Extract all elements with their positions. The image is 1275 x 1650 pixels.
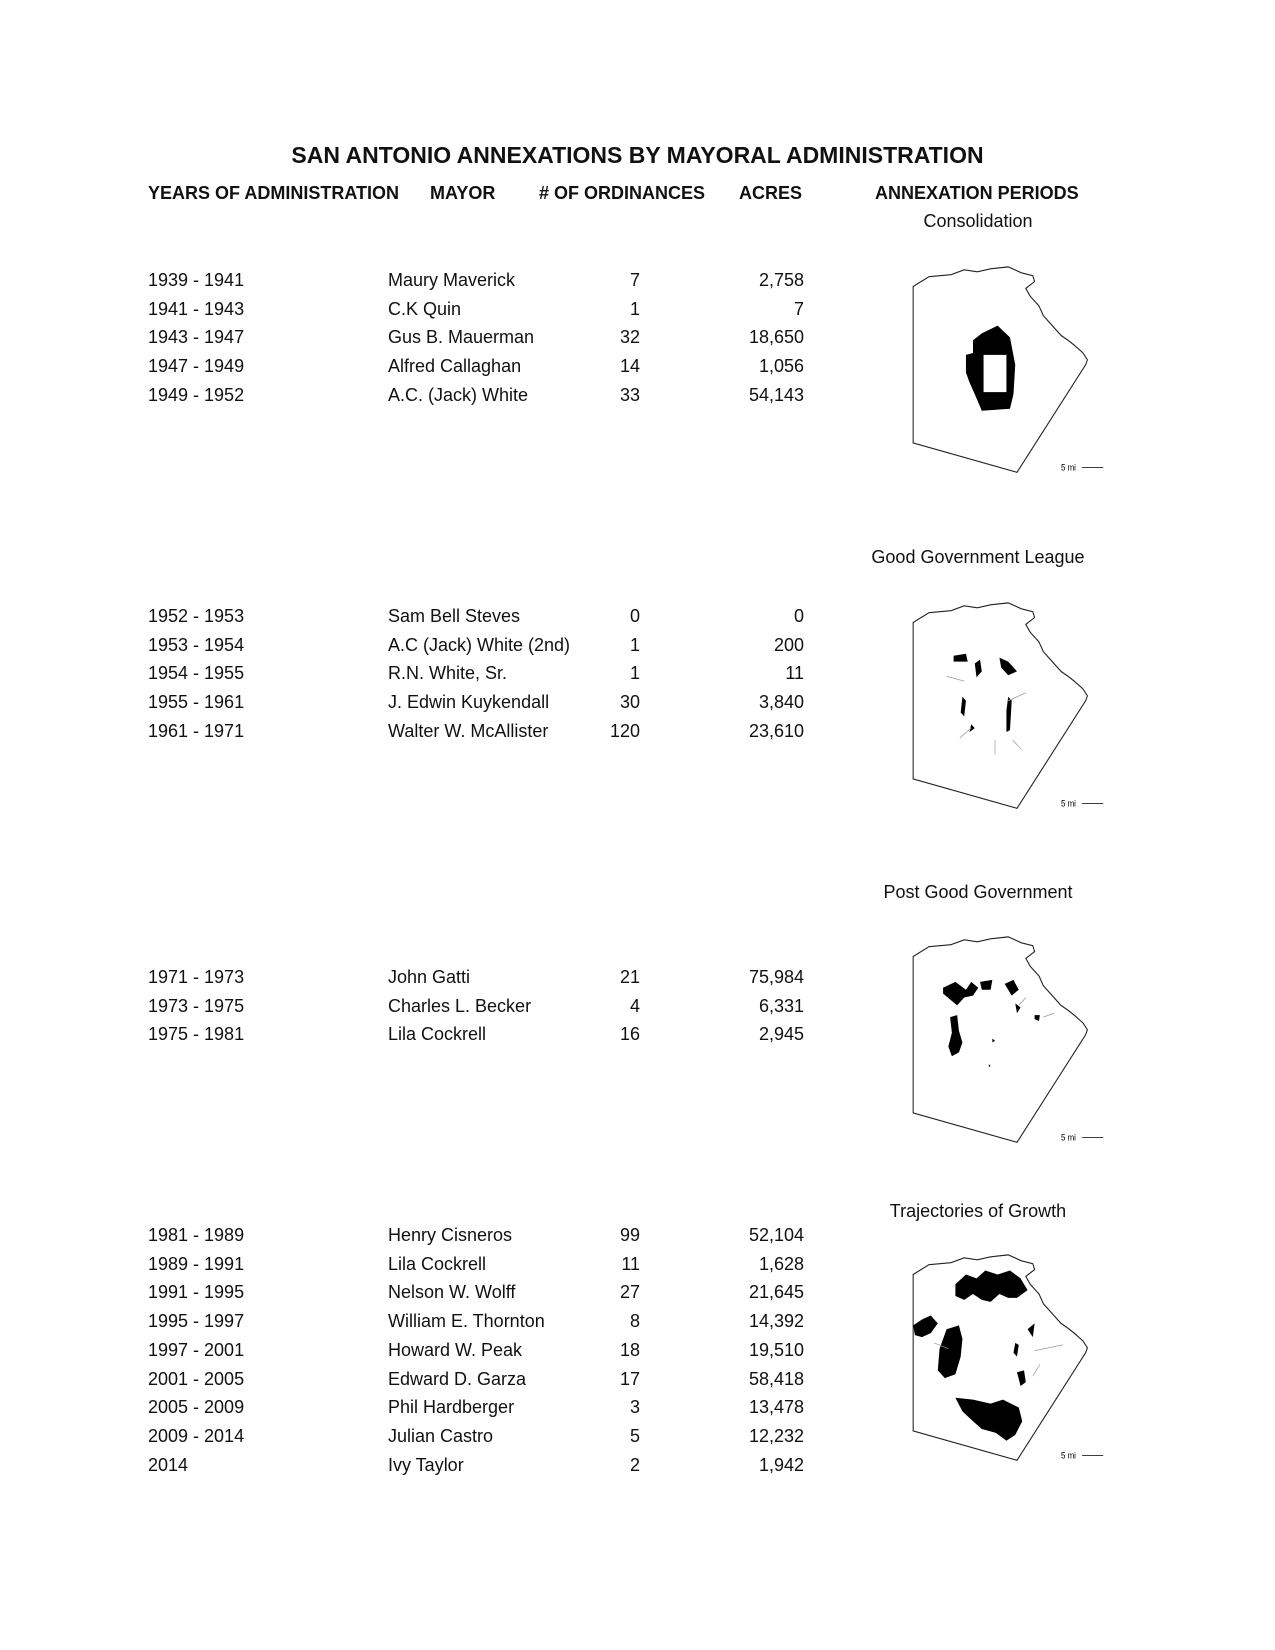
years-cell: 2005 - 2009 (148, 1397, 245, 1417)
county-outline-map (885, 262, 1105, 487)
acres-cell: 1,628 (758, 1254, 804, 1274)
acres-cell: 12,232 (748, 1426, 804, 1446)
acres-cell: 13,478 (748, 1397, 804, 1417)
acres-cell: 75,984 (748, 967, 804, 987)
ordinances-cell: 16 (619, 1024, 640, 1044)
period-label: Trajectories of Growth (889, 1201, 1067, 1221)
mayor-cell: Phil Hardberger (388, 1397, 515, 1417)
mayor-cell: Gus B. Mauerman (388, 327, 535, 347)
mayor-cell: Nelson W. Wolff (388, 1282, 516, 1302)
ordinances-cell: 1 (629, 635, 640, 655)
ordinances-cell: 27 (619, 1282, 640, 1302)
acres-cell: 2,758 (758, 270, 804, 290)
mayor-cell: Edward D. Garza (388, 1369, 527, 1389)
years-cell: 1971 - 1973 (148, 967, 245, 987)
header-acres: ACRES (739, 183, 803, 203)
ordinances-cell: 1 (629, 663, 640, 683)
acres-cell: 52,104 (748, 1225, 804, 1245)
acres-cell: 200 (773, 635, 804, 655)
mayor-cell: A.C. (Jack) White (388, 385, 529, 405)
scale-label: 5 mi (1061, 1131, 1076, 1143)
ordinances-cell: 14 (619, 356, 640, 376)
mayor-cell: C.K Quin (388, 299, 462, 319)
years-cell: 1953 - 1954 (148, 635, 245, 655)
county-outline-map (885, 598, 1105, 823)
period-label: Post Good Government (883, 882, 1073, 902)
years-cell: 1989 - 1991 (148, 1254, 245, 1274)
ordinances-cell: 99 (619, 1225, 640, 1245)
years-cell: 1973 - 1975 (148, 996, 245, 1016)
ordinances-cell: 2 (629, 1455, 640, 1475)
mayor-cell: William E. Thornton (388, 1311, 545, 1331)
mayor-cell: Howard W. Peak (388, 1340, 523, 1360)
acres-cell: 21,645 (748, 1282, 804, 1302)
years-cell: 1949 - 1952 (148, 385, 245, 405)
period-label: Consolidation (923, 211, 1033, 231)
annexation-map (885, 932, 1105, 1157)
acres-cell: 23,610 (748, 721, 804, 741)
ordinances-cell: 18 (619, 1340, 640, 1360)
period-label: Good Government League (871, 547, 1085, 567)
annexation-map (885, 1250, 1105, 1475)
years-cell: 1947 - 1949 (148, 356, 245, 376)
acres-cell: 2,945 (758, 1024, 804, 1044)
acres-cell: 11 (785, 663, 804, 683)
mayor-cell: Charles L. Becker (388, 996, 532, 1016)
acres-cell: 3,840 (758, 692, 804, 712)
years-cell: 1939 - 1941 (148, 270, 245, 290)
ordinances-cell: 33 (619, 385, 640, 405)
years-cell: 1991 - 1995 (148, 1282, 245, 1302)
ordinances-cell: 3 (629, 1397, 640, 1417)
acres-cell: 1,942 (758, 1455, 804, 1475)
mayor-cell: Lila Cockrell (388, 1254, 487, 1274)
mayor-cell: Lila Cockrell (388, 1024, 487, 1044)
ordinances-cell: 8 (629, 1311, 640, 1331)
acres-cell: 0 (793, 606, 804, 626)
mayor-cell: R.N. White, Sr. (388, 663, 508, 683)
years-cell: 1995 - 1997 (148, 1311, 245, 1331)
years-cell: 1954 - 1955 (148, 663, 245, 683)
acres-cell: 1,056 (758, 356, 804, 376)
page-title: SAN ANTONIO ANNEXATIONS BY MAYORAL ADMINISTRATION (291, 142, 984, 168)
header-years: YEARS OF ADMINISTRATION (148, 183, 399, 203)
ordinances-cell: 7 (629, 270, 640, 290)
scale-label: 5 mi (1061, 1449, 1076, 1461)
years-cell: 1952 - 1953 (148, 606, 245, 626)
header-mayor: MAYOR (430, 183, 496, 203)
years-cell: 2001 - 2005 (148, 1369, 245, 1389)
years-cell: 1981 - 1989 (148, 1225, 245, 1245)
header-ordinances: # OF ORDINANCES (539, 183, 706, 203)
years-cell: 2014 (148, 1455, 189, 1475)
acres-cell: 18,650 (748, 327, 804, 347)
mayor-cell: A.C (Jack) White (2nd) (388, 635, 571, 655)
mayor-cell: Ivy Taylor (388, 1455, 464, 1475)
county-outline (913, 267, 1087, 472)
ordinances-cell: 0 (629, 606, 640, 626)
ordinances-cell: 120 (609, 721, 640, 741)
mayor-cell: Alfred Callaghan (388, 356, 522, 376)
years-cell: 1997 - 2001 (148, 1340, 245, 1360)
mayor-cell: John Gatti (388, 967, 471, 987)
years-cell: 1943 - 1947 (148, 327, 245, 347)
ordinances-cell: 11 (621, 1254, 640, 1274)
acres-cell: 7 (793, 299, 804, 319)
scale-label: 5 mi (1061, 797, 1076, 809)
mayor-cell: Sam Bell Steves (388, 606, 521, 626)
county-outline (913, 603, 1087, 808)
county-outline-map (885, 1250, 1105, 1475)
ordinances-cell: 17 (619, 1369, 640, 1389)
header-annexation-periods: ANNEXATION PERIODS (875, 183, 1079, 203)
years-cell: 1955 - 1961 (148, 692, 245, 712)
county-outline (913, 937, 1087, 1142)
mayor-cell: Maury Maverick (388, 270, 516, 290)
ordinances-cell: 32 (619, 327, 640, 347)
scale-label: 5 mi (1061, 461, 1076, 473)
ordinances-cell: 21 (619, 967, 640, 987)
acres-cell: 14,392 (748, 1311, 804, 1331)
acres-cell: 54,143 (748, 385, 804, 405)
ordinances-cell: 1 (629, 299, 640, 319)
acres-cell: 19,510 (748, 1340, 804, 1360)
years-cell: 1941 - 1943 (148, 299, 245, 319)
mayor-cell: J. Edwin Kuykendall (388, 692, 550, 712)
ordinances-cell: 4 (629, 996, 640, 1016)
years-cell: 2009 - 2014 (148, 1426, 245, 1446)
annexation-map (885, 262, 1105, 487)
ordinances-cell: 5 (629, 1426, 640, 1446)
ordinances-cell: 30 (619, 692, 640, 712)
acres-cell: 58,418 (748, 1369, 804, 1389)
county-outline-map (885, 932, 1105, 1157)
years-cell: 1975 - 1981 (148, 1024, 245, 1044)
annexation-map (885, 598, 1105, 823)
acres-cell: 6,331 (758, 996, 804, 1016)
mayor-cell: Walter W. McAllister (388, 721, 549, 741)
mayor-cell: Julian Castro (388, 1426, 494, 1446)
mayor-cell: Henry Cisneros (388, 1225, 513, 1245)
years-cell: 1961 - 1971 (148, 721, 245, 741)
